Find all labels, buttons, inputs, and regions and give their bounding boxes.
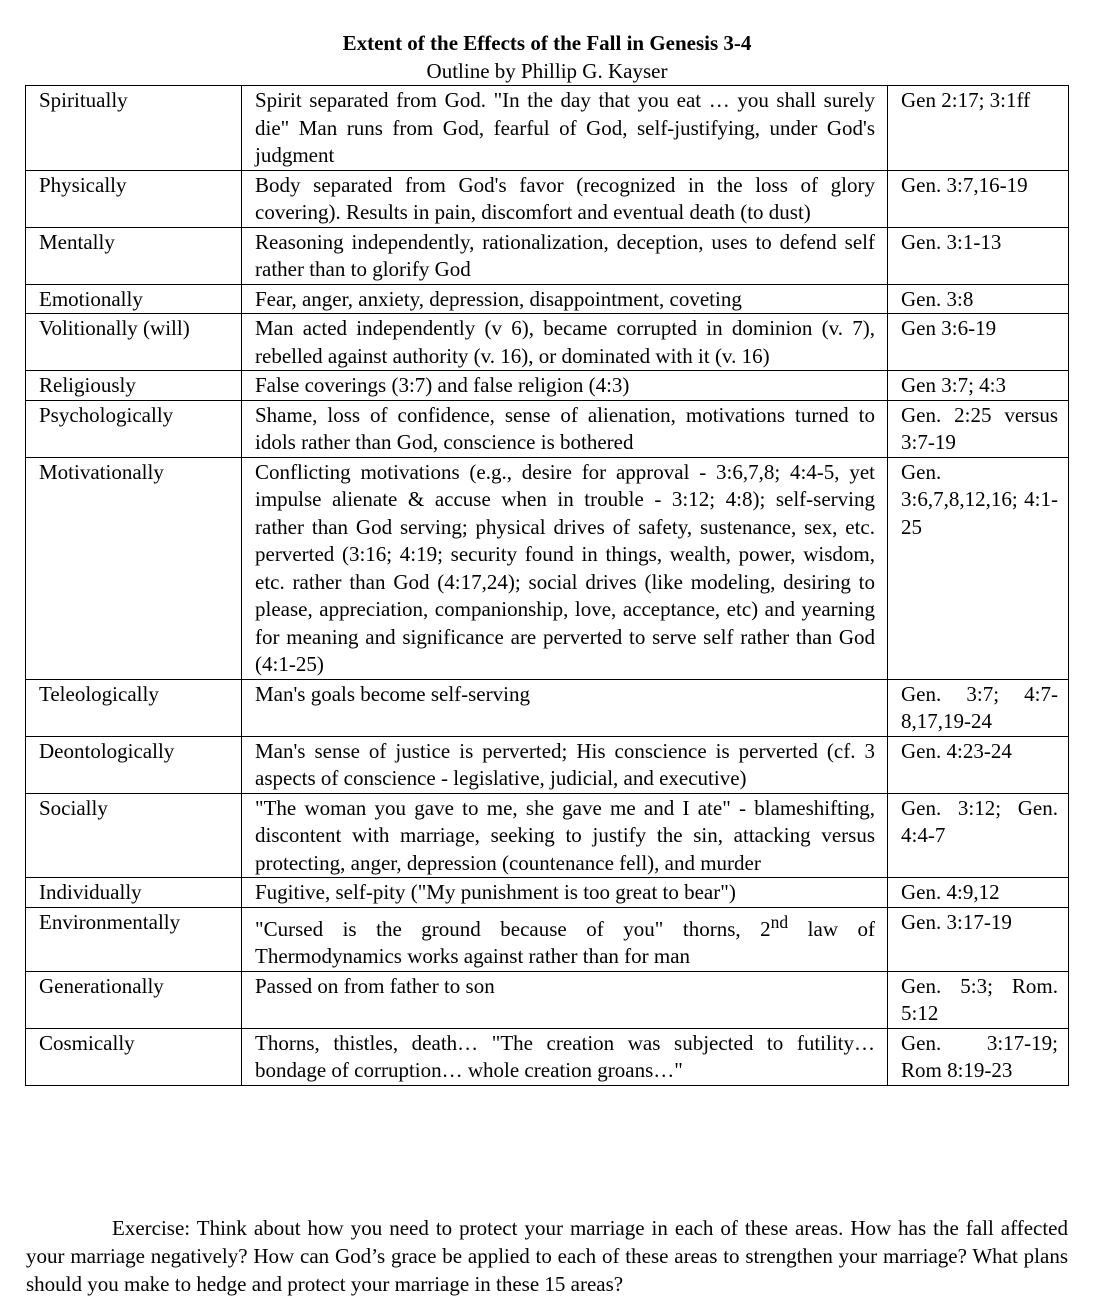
table-row xyxy=(26,314,1069,371)
area-cell: Individually xyxy=(26,878,242,908)
effects-table xyxy=(25,85,1069,1086)
table-row xyxy=(26,86,1069,171)
description-cell: Man's sense of justice is perverted; His conscience is perverted (cf. 3 aspects of conscience - legislative, judicial, and executive) xyxy=(242,736,888,793)
area-cell: Mentally xyxy=(26,227,242,284)
description-cell: Shame, loss of confidence, sense of alienation, motivations turned to idols rather than God, conscience is bothered xyxy=(242,400,888,457)
area-cell: Spiritually xyxy=(26,86,242,171)
table-row xyxy=(26,284,1069,314)
table-row xyxy=(26,907,1069,971)
description-cell: Reasoning independently, rationalization, deception, uses to defend self rather than to glorify God xyxy=(242,227,888,284)
table-row xyxy=(26,793,1069,878)
table-row xyxy=(26,1028,1069,1085)
description-cell: Conflicting motivations (e.g., desire for approval - 3:6,7,8; 4:4-5, yet impulse alienate & accuse when in trouble - 3:12; 4:8); self-serving rather than God serving; physical drives of safety, sustenance, sex, etc. perverted (3:16; 4:19; security found in things, wealth, power, wisdom, etc. rather than God (4:17,24); social drives (like modeling, desiring to please, appreciation, companionship, love, acceptance, etc) and yearning for meaning and significance are perverted to serve self rather than God (4:1-25) xyxy=(242,457,888,679)
description-cell: Passed on from father to son xyxy=(242,971,888,1028)
table-row xyxy=(26,971,1069,1028)
reference-cell: Gen 2:17; 3:1ff xyxy=(888,86,1069,171)
reference-cell: Gen. 4:23-24 xyxy=(888,736,1069,793)
reference-cell: Gen. 2:25 versus 3:7-19 xyxy=(888,400,1069,457)
table-row xyxy=(26,227,1069,284)
area-cell: Religiously xyxy=(26,371,242,401)
table-row xyxy=(26,170,1069,227)
table-row xyxy=(26,400,1069,457)
reference-cell: Gen. 3:6,7,8,12,16; 4:1-25 xyxy=(888,457,1069,679)
reference-cell: Gen. 3:8 xyxy=(888,284,1069,314)
reference-cell: Gen. 3:7,16-19 xyxy=(888,170,1069,227)
table-row xyxy=(26,878,1069,908)
area-cell: Environmentally xyxy=(26,907,242,971)
description-cell: False coverings (3:7) and false religion (4:3) xyxy=(242,371,888,401)
table-row xyxy=(26,371,1069,401)
description-text-after: law of Thermodynamics works against rather than for man xyxy=(255,916,875,968)
reference-cell: Gen. 3:1-13 xyxy=(888,227,1069,284)
area-cell: Cosmically xyxy=(26,1028,242,1085)
area-cell: Deontologically xyxy=(26,736,242,793)
reference-cell: Gen. 3:17-19; Rom 8:19-23 xyxy=(888,1028,1069,1085)
reference-cell: Gen. 3:17-19 xyxy=(888,907,1069,971)
reference-cell: Gen. 3:12; Gen. 4:4-7 xyxy=(888,793,1069,878)
ordinal-superscript: nd xyxy=(770,911,789,932)
reference-cell: Gen. 4:9,12 xyxy=(888,878,1069,908)
description-cell: Spirit separated from God. "In the day that you eat … you shall surely die" Man runs from God, fearful of God, self-justifying, under God's judgment xyxy=(242,86,888,171)
area-cell: Motivationally xyxy=(26,457,242,679)
description-cell: Fugitive, self-pity ("My punishment is too great to bear") xyxy=(242,878,888,908)
description-cell: "The woman you gave to me, she gave me and I ate" - blameshifting, discontent with marriage, seeking to justify the sin, attacking versus protecting, anger, depression (countenance fell), and murder xyxy=(242,793,888,878)
area-cell: Volitionally (will) xyxy=(26,314,242,371)
document-title: Extent of the Effects of the Fall in Genesis 3-4 xyxy=(342,31,752,55)
table-row xyxy=(26,457,1069,679)
area-cell: Psychologically xyxy=(26,400,242,457)
description-cell: Thorns, thistles, death… "The creation was subjected to futility… bondage of corruption… whole creation groans…" xyxy=(242,1028,888,1085)
reference-cell: Gen. 5:3; Rom. 5:12 xyxy=(888,971,1069,1028)
table-row xyxy=(26,736,1069,793)
area-cell: Teleologically xyxy=(26,679,242,736)
exercise-paragraph: Exercise: Think about how you need to protect your marriage in each of these areas. How has the fall affected your marriage negatively? How can God’s grace be applied to each of these areas to strengthen your marriage? What plans should you make to hedge and protect your marriage in these 15 areas? xyxy=(26,1216,1068,1296)
area-cell: Socially xyxy=(26,793,242,878)
description-cell: Body separated from God's favor (recognized in the loss of glory covering). Results in pain, discomfort and eventual death (to dust) xyxy=(242,170,888,227)
description-cell: Fear, anger, anxiety, depression, disappointment, coveting xyxy=(242,284,888,314)
area-cell: Generationally xyxy=(26,971,242,1028)
description-cell: Man acted independently (v 6), became corrupted in dominion (v. 7), rebelled against authority (v. 16), or dominated with it (v. 16) xyxy=(242,314,888,371)
document-subtitle: Outline by Phillip G. Kayser xyxy=(426,59,668,83)
description-text-before: "Cursed is the ground because of you" thorns, 2 xyxy=(255,916,771,941)
description-cell xyxy=(242,907,888,971)
description-cell: Man's goals become self-serving xyxy=(242,679,888,736)
table-row xyxy=(26,679,1069,736)
area-cell: Physically xyxy=(26,170,242,227)
area-cell: Emotionally xyxy=(26,284,242,314)
reference-cell: Gen 3:7; 4:3 xyxy=(888,371,1069,401)
reference-cell: Gen. 3:7; 4:7-8,17,19-24 xyxy=(888,679,1069,736)
reference-cell: Gen 3:6-19 xyxy=(888,314,1069,371)
